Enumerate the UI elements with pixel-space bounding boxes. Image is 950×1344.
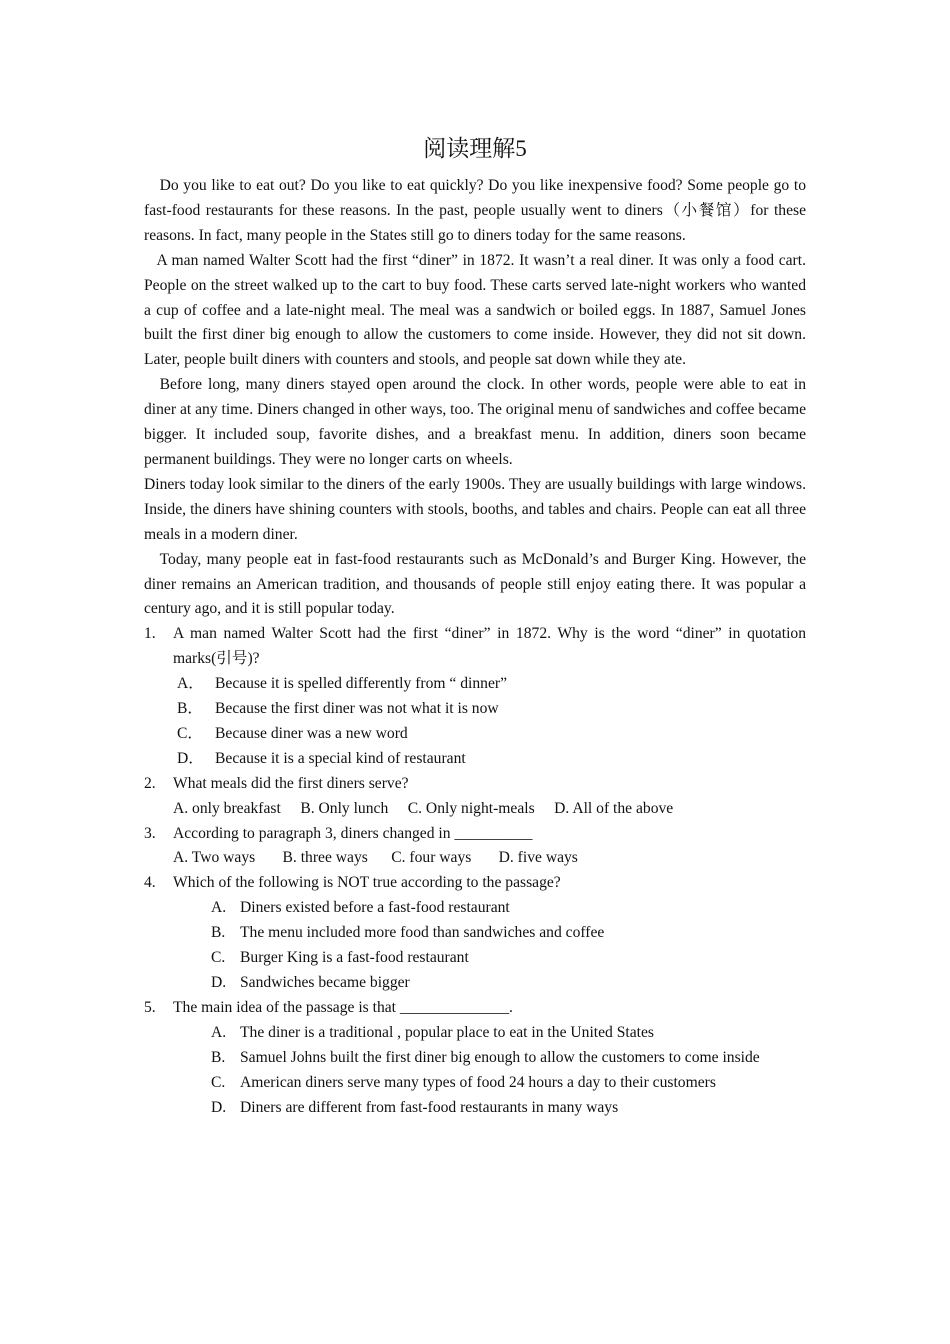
- question-4: [144, 871, 806, 896]
- option-letter: A.: [211, 899, 227, 917]
- question-text: According to paragraph 3, diners changed in __________: [173, 824, 533, 842]
- option-letter: A.: [211, 1023, 227, 1041]
- paragraph-1: Do you like to eat out? Do you like to eat quickly? Do you like inexpensive food? Some people go to fast-food restaurants for these reasons. In the past, people usually went to diners（小餐馆）for these reasons. In fact, many people in the States still go to diners today for the same reasons.: [144, 177, 806, 244]
- question-4-option-c: [144, 946, 806, 971]
- question-5-option-a: [144, 1021, 806, 1046]
- option-text: Because it is a special kind of restaurant: [215, 749, 466, 767]
- option-text: Diners existed before a fast-food restaurant: [240, 899, 510, 917]
- question-text: What meals did the first diners serve?: [173, 774, 409, 792]
- option-text: Samuel Johns built the first diner big enough to allow the customers to come inside: [240, 1048, 760, 1066]
- question-1-option-a: [144, 672, 806, 697]
- option-letter: B．: [177, 700, 203, 718]
- option-letter: D．: [177, 749, 204, 767]
- option-text: American diners serve many types of food 24 hours a day to their customers: [240, 1073, 716, 1091]
- question-text: The main idea of the passage is that ______________.: [173, 998, 513, 1016]
- question-3: [144, 822, 806, 847]
- question-number: 1.: [144, 625, 156, 643]
- question-number: 3.: [144, 824, 156, 842]
- question-4-option-b: [144, 921, 806, 946]
- option-text: Because diner was a new word: [215, 724, 408, 742]
- question-5-option-b: [144, 1046, 806, 1071]
- option-text: Because it is spelled differently from “ dinner”: [215, 675, 507, 693]
- option-letter: C．: [177, 724, 203, 742]
- paragraph-4: Diners today look similar to the diners of the early 1900s. They are usually buildings with large windows. Inside, the diners have shining counters with stools, booths, and tables and chairs. People can eat all three meals in a modern diner.: [144, 475, 806, 543]
- option-text: Burger King is a fast-food restaurant: [240, 949, 469, 967]
- question-4-option-a: [144, 896, 806, 921]
- question-5-option-c: [144, 1071, 806, 1096]
- option-letter: B.: [211, 924, 226, 942]
- question-1-option-d: [144, 747, 806, 772]
- question-3-options: A. Two ways B. three ways C. four ways D. five ways: [173, 849, 578, 867]
- question-1: [144, 622, 806, 672]
- question-number: 2.: [144, 774, 156, 792]
- question-1-option-c: [144, 722, 806, 747]
- option-letter: D.: [211, 1098, 227, 1116]
- question-1-option-b: [144, 697, 806, 722]
- option-text: The diner is a traditional , popular place to eat in the United States: [240, 1023, 654, 1041]
- option-text: Because the first diner was not what it is now: [215, 700, 499, 718]
- question-5: [144, 996, 806, 1021]
- question-number: 5.: [144, 998, 156, 1016]
- question-number: 4.: [144, 874, 156, 892]
- option-letter: C.: [211, 949, 226, 967]
- question-text: A man named Walter Scott had the first “diner” in 1872. Why is the word “diner” in quotation marks(引号)?: [173, 625, 806, 668]
- question-2-options: A. only breakfast B. Only lunch C. Only night-meals D. All of the above: [173, 799, 674, 817]
- option-text: The menu included more food than sandwiches and coffee: [240, 924, 605, 942]
- option-letter: C.: [211, 1073, 226, 1091]
- question-text: Which of the following is NOT true according to the passage?: [173, 874, 561, 892]
- question-4-option-d: [144, 971, 806, 996]
- option-letter: D.: [211, 974, 227, 991]
- page-title: 阅读理解5: [423, 136, 527, 161]
- question-5-option-d: [144, 1096, 806, 1121]
- paragraph-2: A man named Walter Scott had the first “diner” in 1872. It wasn’t a real diner. It was only a food cart. People on the street walked up to the cart to buy food. These carts served late-night workers who wanted a cup of coffee and a late-night meal. The meal was a sandwich or boiled eggs. In 1887, Samuel Jones built the first diner big enough to allow the customers to come inside. However, they did not sit down. Later, people built diners with counters and stools, and people sat down while they ate.: [144, 251, 806, 369]
- option-letter: A．: [177, 675, 204, 693]
- document-page: [144, 130, 806, 1120]
- option-letter: B.: [211, 1048, 226, 1066]
- option-text: Sandwiches became bigger: [240, 974, 410, 991]
- question-2: [144, 772, 806, 797]
- option-text: Diners are different from fast-food restaurants in many ways: [240, 1098, 619, 1116]
- paragraph-3: Before long, many diners stayed open around the clock. In other words, people were able to eat in diner at any time. Diners changed in other ways, too. The original menu of sandwiches and coffee became bigger. It included soup, favorite dishes, and a breakfast menu. In addition, diners soon became permanent buildings. They were no longer carts on wheels.: [144, 376, 806, 468]
- paragraph-5: Today, many people eat in fast-food restaurants such as McDonald’s and Burger King. However, the diner remains an American tradition, and thousands of people still enjoy eating there. It was popular a century ago, and it is still popular today.: [144, 550, 806, 618]
